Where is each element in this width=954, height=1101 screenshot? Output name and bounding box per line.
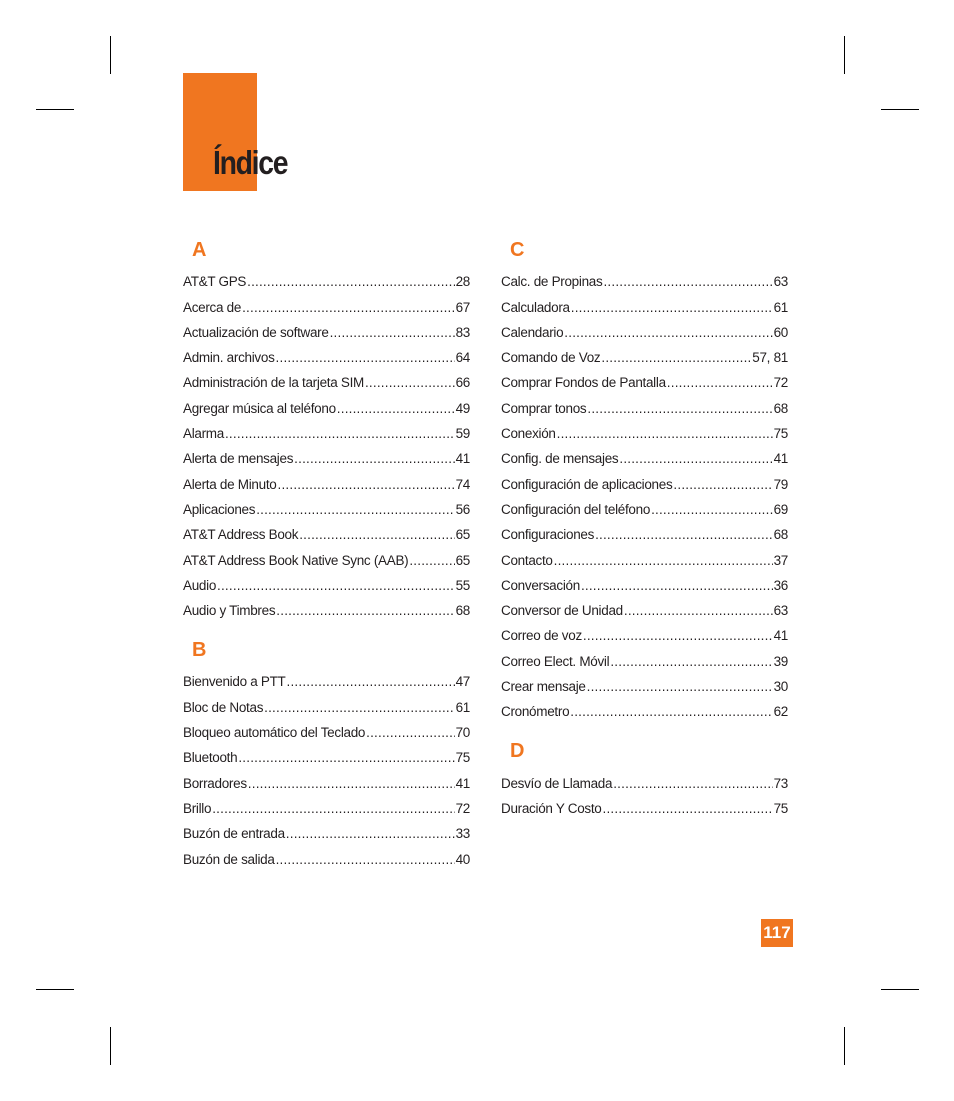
page-number-badge: 117 [761,919,793,947]
index-entry [183,665,470,690]
index-entry-list [501,265,788,720]
dot-leader [409,553,454,569]
dot-leader [225,426,455,442]
index-entry [183,792,470,817]
index-entry-label: Contacto [501,552,553,568]
index-entry-page: 72 [455,800,470,816]
dot-leader [673,477,772,493]
index-entry-page: 41 [455,775,470,791]
index-entry [501,695,788,720]
index-entry-label: Agregar música al teléfono [183,400,336,416]
index-entry-page: 49 [455,400,470,416]
index-entry-label: Conexión [501,426,556,442]
index-entry [501,442,788,467]
index-entry [183,569,470,594]
index-entry-page: 60 [773,324,788,340]
index-entry-label: Correo de voz [501,628,582,644]
index-entry [501,594,788,619]
index-entry-label: Audio [183,577,217,593]
index-entry [183,543,470,568]
index-entry-label: Comando de Voz [501,350,601,366]
section-letter: D [510,740,525,763]
index-entry-label: Alerta de mensajes [183,451,294,467]
index-entry-page: 63 [773,603,788,619]
index-entry [501,290,788,315]
dot-leader [276,350,455,366]
index-entry-label: Acerca de [183,299,242,315]
index-entry [183,817,470,842]
index-entry [183,417,470,442]
index-entry-page: 72 [773,375,788,391]
index-entry-page: 70 [455,725,470,741]
index-entry-label: Configuraciones [501,527,595,543]
index-entry [501,341,788,366]
index-entry-label: Cronómetro [501,704,570,720]
index-entry-label: Alarma [183,426,224,442]
dot-leader [286,826,455,842]
index-entry [183,316,470,341]
dot-leader [276,852,455,868]
index-entry-page: 75 [773,800,788,816]
index-entry-page: 69 [773,501,788,517]
index-entry [183,493,470,518]
index-entry-page: 39 [773,653,788,669]
index-entry-label: Config. de mensajes [501,451,619,467]
index-entry-page: 65 [455,527,470,543]
index-entry [183,391,470,416]
dot-leader [613,776,772,792]
index-entry-label: Borradores [183,775,247,791]
dot-leader [264,700,454,716]
dot-leader [365,375,455,391]
index-entry [501,316,788,341]
index-entry [501,543,788,568]
dot-leader [276,603,454,619]
dot-leader [294,451,454,467]
index-column-right [501,236,788,834]
dot-leader [571,300,773,316]
index-entry [501,417,788,442]
index-entry [183,518,470,543]
index-entry-label: Buzón de salida [183,851,275,867]
dot-leader [337,401,455,417]
index-entry [501,569,788,594]
crop-mark-top-right [881,109,919,110]
index-entry-label: Administración de la tarjeta SIM [183,375,364,391]
index-entry-page: 56 [455,501,470,517]
dot-leader [287,674,455,690]
index-entry [183,442,470,467]
dot-leader [583,628,773,644]
index-entry-label: Bloc de Notas [183,699,264,715]
section-letter: A [192,239,207,261]
index-entry-label: Conversor de Unidad [501,603,623,619]
dot-leader [624,603,773,619]
index-entry-label: Calculadora [501,299,570,315]
index-entry-page: 36 [773,577,788,593]
index-entry-label: Audio y Timbres [183,603,276,619]
index-entry-page: 47 [455,674,470,690]
dot-leader [248,776,455,792]
index-entry-page: 33 [455,826,470,842]
index-entry [183,690,470,715]
index-entry [183,265,470,290]
index-column-left [183,236,470,885]
index-entry-page: 66 [455,375,470,391]
index-entry-page: 65 [455,552,470,568]
dot-leader [601,350,751,366]
index-entry [501,670,788,695]
section-letter: C [510,239,525,261]
index-entry-page: 41 [773,451,788,467]
dot-leader [587,679,773,695]
index-entry [501,493,788,518]
index-entry-label: Actualización de software [183,324,329,340]
index-entry-label: Bienvenido a PTT [183,674,286,690]
index-entry-page: 75 [773,426,788,442]
index-entry [183,366,470,391]
page-title: Índice [213,144,288,181]
index-entry-page: 28 [455,274,470,290]
index-section [183,236,470,619]
dot-leader [667,375,773,391]
index-entry-page: 68 [773,527,788,543]
index-entry-label: Brillo [183,800,212,816]
index-entry-label: Comprar tonos [501,400,587,416]
index-entry [183,290,470,315]
index-entry-label: Bluetooth [183,750,238,766]
index-entry [183,341,470,366]
index-entry-list [183,265,470,619]
dot-leader [570,704,772,720]
section-letter: B [192,639,207,662]
index-entry-label: AT&T Address Book Native Sync (AAB) [183,552,409,568]
index-entry [501,467,788,492]
index-entry-page: 55 [455,577,470,593]
index-entry-list [183,665,470,867]
index-entry-label: Configuración de aplicaciones [501,476,673,492]
index-entry-label: Conversación [501,577,580,593]
index-entry-page: 59 [455,426,470,442]
index-entry-page: 68 [773,400,788,416]
crop-mark-bottom-right [881,989,919,990]
index-entry-label: AT&T GPS [183,274,247,290]
index-entry-label: Admin. archivos [183,350,275,366]
index-entry-label: Crear mensaje [501,679,586,695]
dot-leader [564,325,772,341]
index-entry-page: 83 [455,324,470,340]
crop-mark-top-left [36,109,74,110]
index-entry-label: Bloqueo automático del Teclado [183,725,366,741]
index-entry-page: 61 [455,699,470,715]
dot-leader [278,477,455,493]
dot-leader [330,325,455,341]
index-entry-page: 68 [455,603,470,619]
index-entry-label: Comprar Fondos de Pantalla [501,375,666,391]
index-entry-label: Aplicaciones [183,501,256,517]
dot-leader [217,578,455,594]
dot-leader [557,426,773,442]
index-entry-page: 63 [773,274,788,290]
dot-leader [619,451,772,467]
index-section [501,236,788,720]
dot-leader [256,502,454,518]
dot-leader [366,725,454,741]
index-entry-label: Correo Elect. Móvil [501,653,610,669]
index-entry-list [501,766,788,817]
index-entry-page: 57, 81 [752,350,788,366]
index-entry [501,644,788,669]
index-entry-label: Configuración del teléfono [501,501,651,517]
index-entry-page: 79 [773,476,788,492]
index-entry-page: 74 [455,476,470,492]
index-entry-page: 67 [455,299,470,315]
crop-mark-top-left [110,36,111,74]
dot-leader [238,750,454,766]
index-entry [183,467,470,492]
dot-leader [299,527,454,543]
index-entry-page: 64 [455,350,470,366]
index-entry-page: 75 [455,750,470,766]
index-entry-page: 41 [455,451,470,467]
index-entry-label: Alerta de Minuto [183,476,277,492]
index-entry-label: Calc. de Propinas [501,274,603,290]
index-entry [501,366,788,391]
index-entry-page: 73 [773,775,788,791]
dot-leader [651,502,773,518]
index-section [183,636,470,867]
index-entry [501,792,788,817]
dot-leader [610,654,772,670]
index-entry-page: 40 [455,851,470,867]
index-entry [501,265,788,290]
index-entry-page: 61 [773,299,788,315]
dot-leader [603,801,773,817]
index-entry [183,766,470,791]
dot-leader [581,578,773,594]
crop-mark-bottom-left [110,1027,111,1065]
dot-leader [554,553,773,569]
index-entry-label: Buzón de entrada [183,826,285,842]
dot-leader [212,801,454,817]
index-entry-page: 62 [773,704,788,720]
index-entry-label: Calendario [501,324,564,340]
dot-leader [247,274,454,290]
crop-mark-bottom-left [36,989,74,990]
index-entry [183,594,470,619]
index-entry [501,518,788,543]
index-entry-label: Desvío de Llamada [501,775,613,791]
index-entry [501,766,788,791]
index-entry [501,391,788,416]
index-entry-label: Duración Y Costo [501,800,602,816]
index-section [501,737,788,817]
dot-leader [242,300,454,316]
index-entry-page: 30 [773,679,788,695]
index-entry-page: 37 [773,552,788,568]
index-entry-label: AT&T Address Book [183,527,299,543]
dot-leader [595,527,773,543]
index-entry [183,716,470,741]
index-entry-page: 41 [773,628,788,644]
index-entry [183,842,470,867]
dot-leader [603,274,772,290]
dot-leader [587,401,772,417]
index-entry [501,619,788,644]
crop-mark-bottom-right [844,1027,845,1065]
index-entry [183,741,470,766]
crop-mark-top-right [844,36,845,74]
